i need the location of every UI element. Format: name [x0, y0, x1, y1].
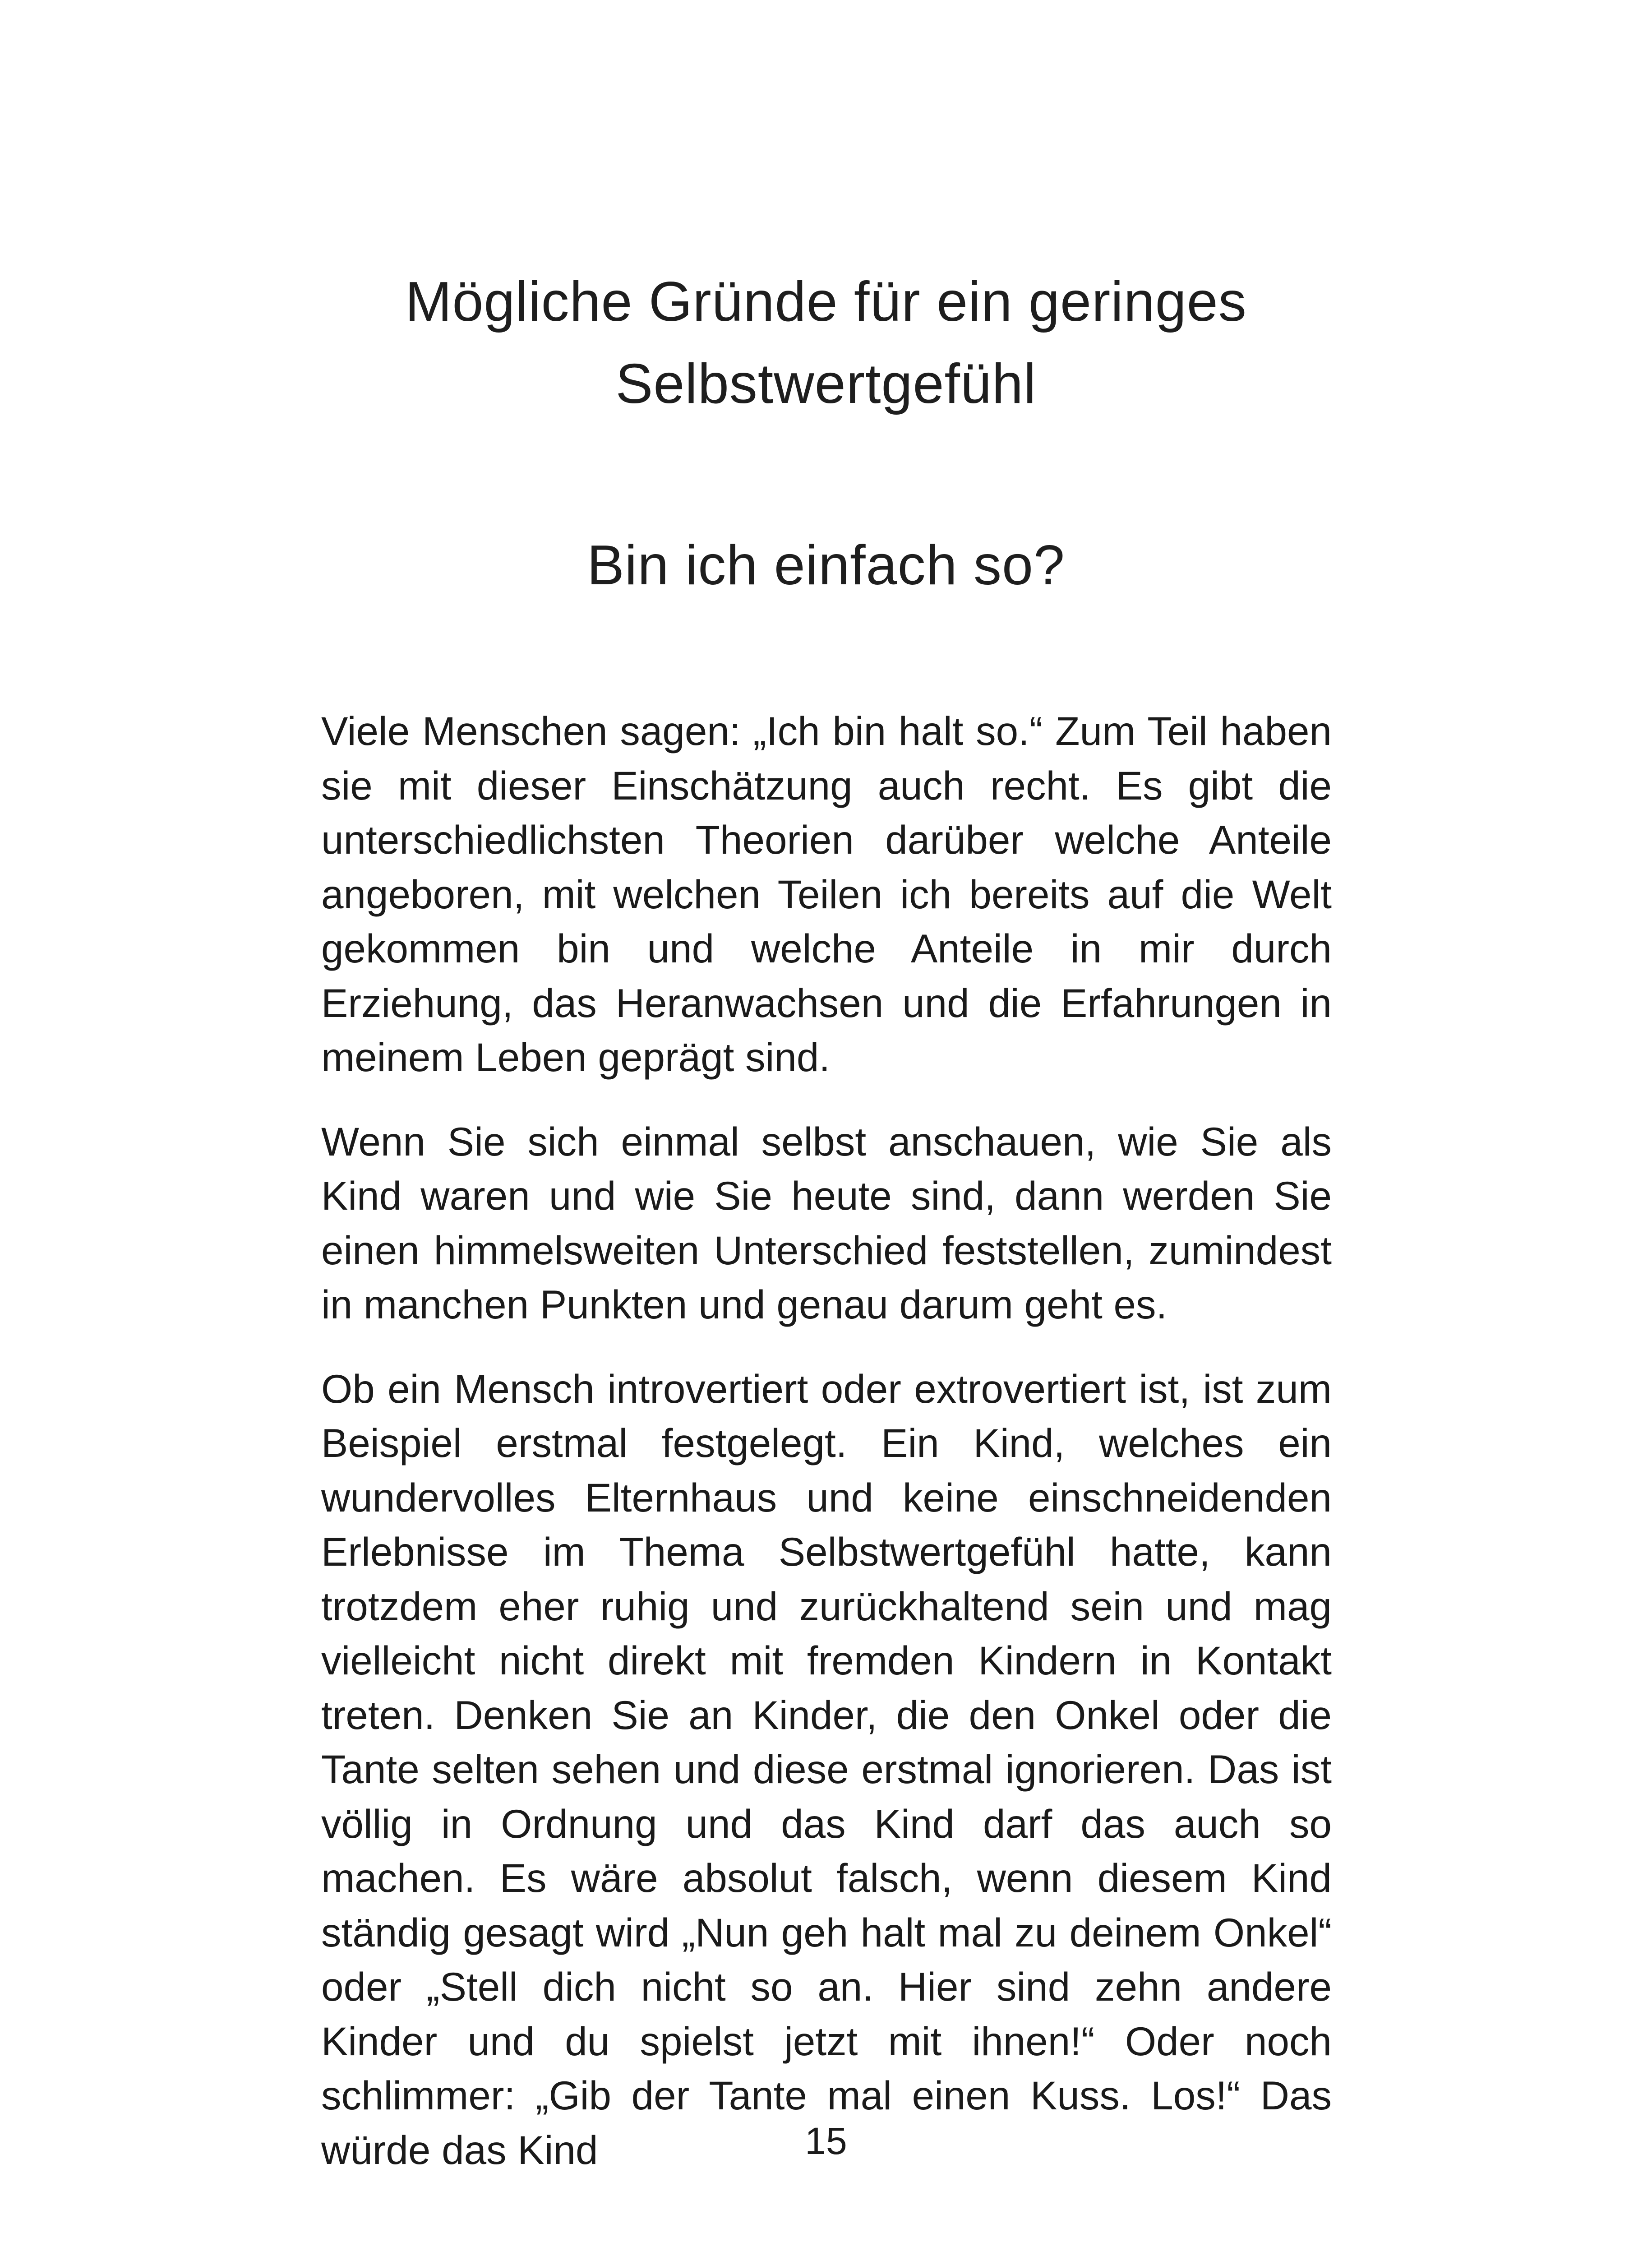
paragraph: Wenn Sie sich einmal selbst anschauen, wie Sie als Kind waren und wie Sie heute sind, dann werden Sie einen himmelsweiten Unterschied feststellen, zumindest in manchen Punkten und genau darum geht es.: [321, 1119, 1332, 1327]
chapter-title: Mögliche Gründe für ein geringes Selbstwertgefühl: [405, 271, 1247, 415]
section-title: Bin ich einfach so?: [587, 534, 1065, 596]
paragraph: Viele Menschen sagen: „Ich bin halt so.“ Zum Teil haben sie mit dieser Einschätzung auch recht. Es gibt die unterschiedlichsten Theorien darüber welche Anteile angeboren, mit welchen Teilen ich bereits auf die Welt gekommen bin und welche Anteile in mir durch Erziehung, das Heranwachsen und die Erfahrungen in meinem Leben geprägt sind.: [321, 708, 1332, 1080]
paragraph: Ob ein Mensch introvertiert oder extrovertiert ist, ist zum Beispiel erstmal festgelegt. Ein Kind, welches ein wundervolles Elternhaus und keine einschneidenden Erlebnisse im Thema Selbstwertgefühl hatte, kann trotzdem eher ruhig und zurückhaltend sein und mag vielleicht nicht direkt mit fremden Kindern in Kontakt treten. Denken Sie an Kinder, die den Onkel oder die Tante selten sehen und diese erstmal ignorieren. Das ist völlig in Ordnung und das Kind darf das auch so machen. Es wäre absolut falsch, wenn diesem Kind ständig gesagt wird „Nun geh halt mal zu deinem Onkel“ oder „Stell dich nicht so an. Hier sind zehn andere Kinder und du spielst jetzt mit ihnen!“ Oder noch schlimmer: „Gib der Tante mal einen Kuss. Los!“ Das würde das Kind: [321, 1366, 1332, 2173]
body-text: [321, 704, 1332, 2177]
page-number: 15: [805, 2120, 847, 2162]
